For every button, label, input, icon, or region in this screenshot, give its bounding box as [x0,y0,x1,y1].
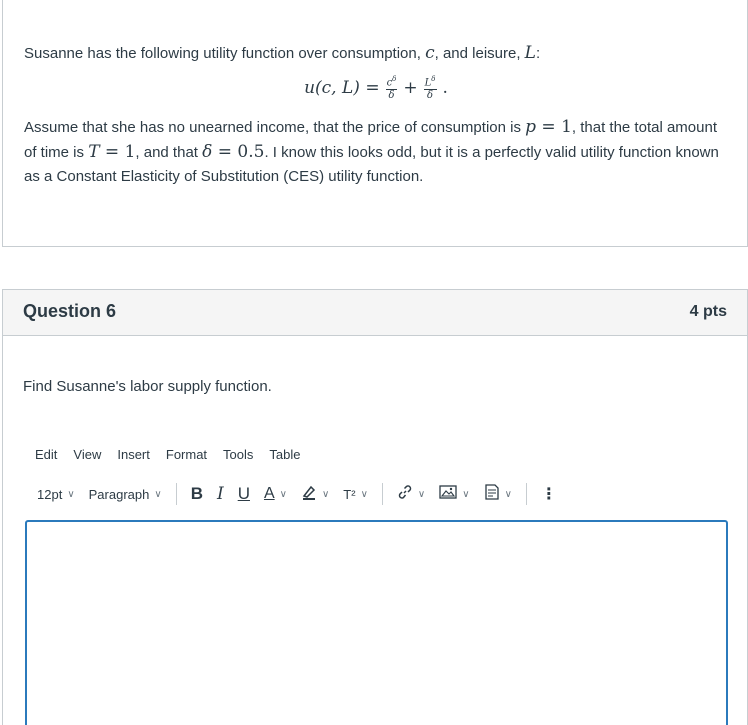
menu-tools[interactable]: Tools [223,447,254,462]
highlight-color-button[interactable] [301,484,329,504]
document-icon [484,484,500,504]
utility-formula: u(c, L) = $\frac{c^\delta}{\delta}$ + $\frac{L^\delta}{\delta}$ . [304,75,448,102]
question-header [3,290,747,336]
document-button[interactable] [484,484,512,504]
chevron-down-icon: ∨ [154,488,162,500]
menu-table[interactable]: Table [269,447,301,462]
italic-button[interactable]: I [216,484,224,504]
menu-format[interactable]: Format [165,447,208,462]
image-icon [439,484,457,504]
text-color-icon: A [263,485,275,502]
image-button[interactable] [439,484,469,504]
chevron-down-icon: ∨ [417,488,426,500]
more-options-icon[interactable]: ⋮ [540,486,556,503]
superscript-icon: T² [343,486,356,502]
menu-insert[interactable]: Insert [117,447,150,462]
menu-edit[interactable]: Edit [35,447,58,462]
toolbar-divider [176,483,177,505]
question-points: 4 pts [689,303,727,320]
fraction-c: $\frac{c^\delta}{\delta}$ [386,75,397,102]
editor-menubar [35,447,316,462]
highlighter-icon [301,484,317,504]
link-button[interactable] [397,484,425,504]
toolbar-divider [382,483,383,505]
editor-toolbar [37,482,570,506]
font-size-select[interactable]: 12pt ∨ [37,486,75,502]
menu-view[interactable]: View [73,447,102,462]
assumption-paragraph: Assume that she has no unearned income, that the price of consumption is p = 1, that the total amount of time is T = 1, and that δ = 0.5. I know this looks odd, but it is a perfectly valid utility function known as a Constant Elasticity of Substitution (CES) utility function. [24,117,719,185]
question-text: Find Susanne's labor supply function. [23,378,272,395]
intro-sentence: Susanne has the following utility function over consumption, c, and leisure, L: [24,43,541,63]
chevron-down-icon: ∨ [360,488,368,500]
chevron-down-icon: ∨ [279,488,287,500]
chevron-down-icon: ∨ [321,488,330,500]
underline-button[interactable]: U [237,484,250,503]
block-format-select[interactable]: Paragraph ∨ [88,486,162,502]
chevron-down-icon: ∨ [504,488,512,500]
link-icon [397,484,413,504]
question-title: Question 6 [23,301,117,321]
superscript-button[interactable] [343,487,368,502]
bold-button[interactable]: B [190,484,203,503]
chevron-down-icon: ∨ [462,488,470,500]
question-card [2,289,748,725]
stimulus-card [2,0,748,247]
rich-text-editor-area[interactable] [25,520,728,725]
fraction-L: $\frac{L^\delta}{\delta}$ [424,75,436,102]
chevron-down-icon: ∨ [67,488,75,500]
toolbar-divider [526,483,527,505]
text-color-button[interactable] [264,485,287,503]
